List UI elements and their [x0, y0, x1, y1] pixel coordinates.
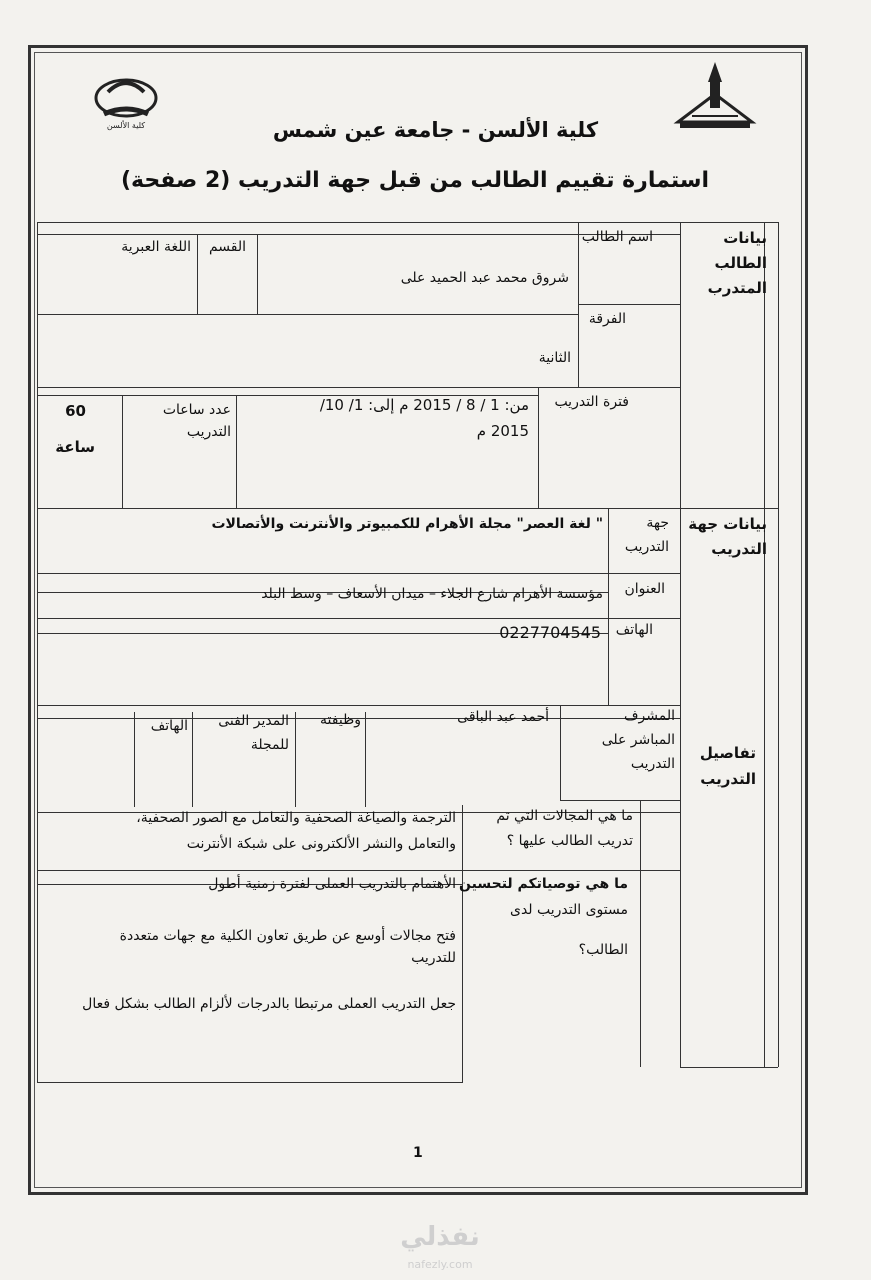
job-label: وظيفته — [320, 712, 361, 728]
table-border — [680, 222, 681, 1067]
table-border — [37, 705, 680, 706]
year-label: الفرقة — [588, 311, 626, 327]
table-border — [37, 508, 680, 509]
table-border — [578, 304, 680, 305]
year-value: الثانية — [538, 350, 571, 366]
page-number: 1 — [413, 1145, 423, 1161]
recommend-question-line1: ما هي توصياتكم لتحسين — [459, 876, 628, 892]
table-border — [197, 234, 198, 314]
recommendation-item: فتح مجالات أوسع عن طريق تعاون الكلية مع جهات متعددة — [119, 928, 456, 944]
hours-label: عدد ساعات التدريب — [162, 402, 231, 441]
section-label-training-details: تفاصيل التدريب — [699, 744, 756, 789]
supervisor-value: أحمد عبد الباقى — [457, 709, 549, 725]
table-border — [764, 222, 778, 223]
table-border — [134, 712, 135, 807]
table-border — [778, 222, 779, 1067]
job-value: المدير الفنى للمجلة — [218, 713, 289, 753]
department-label: القسم — [208, 239, 246, 255]
table-border — [37, 573, 608, 574]
table-border — [37, 870, 680, 871]
address-value: مؤسسة الأهرام شارع الجلاء – ميدان الأسعاف – وسط البلد — [261, 586, 603, 602]
phone-value: 0227704545 — [499, 623, 601, 642]
department-value: اللغة العبرية — [121, 239, 191, 255]
hours-value: 60 — [65, 402, 86, 420]
table-border — [365, 712, 366, 807]
table-border — [560, 705, 561, 800]
faculty-title: كلية الألسن - جامعة عين شمس — [272, 118, 599, 142]
watermark: نفذلي — [400, 1222, 480, 1252]
watermark-site: nafezly.com — [407, 1258, 473, 1271]
period-value-line1: من: 1 / 8 / 2015 م إلى: 1/ 10/ — [319, 396, 529, 414]
table-border — [764, 222, 765, 1067]
table-border — [37, 222, 764, 223]
table-border — [608, 573, 680, 574]
table-border — [560, 800, 680, 801]
fields-answer-line1: الترجمة والصياغة الصحفية والتعامل مع الصور الصحفية، — [136, 810, 456, 826]
table-border — [257, 234, 258, 314]
address-label: العنوان — [624, 581, 665, 597]
svg-text:كلية الألسن: كلية الألسن — [106, 121, 146, 130]
table-border — [680, 1067, 778, 1068]
table-border — [192, 712, 193, 807]
recommend-question-line3: الطالب؟ — [578, 942, 628, 958]
supervisor-phone-label: الهاتف — [150, 718, 188, 734]
section-label-training-entity: بيانات جهة التدريب — [688, 515, 767, 558]
table-border — [236, 395, 237, 509]
period-value-line2: 2015 م — [476, 422, 529, 440]
recommendation-item: للتدريب — [411, 950, 456, 966]
student-name-value: شروق محمد عبد الحميد على — [400, 270, 569, 286]
table-border — [122, 395, 123, 509]
table-border — [295, 712, 296, 807]
fields-answer-line2: والتعامل والنشر الألكترونى على شبكة الأنترنت — [186, 836, 456, 852]
recommendation-item: الأهتمام بالتدريب العملى لفترة زمنية أطول — [208, 876, 456, 892]
entity-value: " لغة العصر" مجلة الأهرام للكمبيوتر والأنترنت والأتصالات — [211, 516, 603, 532]
table-border — [37, 1082, 463, 1083]
recommend-question-line2: مستوى التدريب لدى — [509, 902, 628, 918]
supervisor-label: المشرف المباشر على التدريب — [601, 708, 675, 772]
table-border — [37, 314, 578, 315]
fields-question: ما هي المجالات التي تم تدريب الطالب عليها ؟ — [496, 808, 633, 849]
table-border — [37, 387, 680, 388]
hours-unit: ساعة — [55, 438, 95, 456]
table-border — [680, 508, 778, 509]
form-title: استمارة تقييم الطالب من قبل جهة التدريب (2 صفحة) — [120, 168, 710, 193]
table-border — [640, 800, 641, 1067]
period-label: فترة التدريب — [554, 394, 629, 410]
table-border — [538, 387, 539, 509]
recommendation-item: جعل التدريب العملى مرتبطا بالدرجات لألزام الطالب بشكل فعال — [82, 996, 456, 1012]
table-border — [37, 618, 680, 619]
section-label-student: بيانات الطالب المتدرب — [707, 229, 767, 297]
entity-label: جهة التدريب — [624, 515, 669, 555]
table-border — [462, 805, 463, 1082]
phone-label: الهاتف — [615, 622, 653, 638]
table-border — [37, 222, 38, 1082]
student-name-label: اسم الطالب — [581, 229, 653, 245]
